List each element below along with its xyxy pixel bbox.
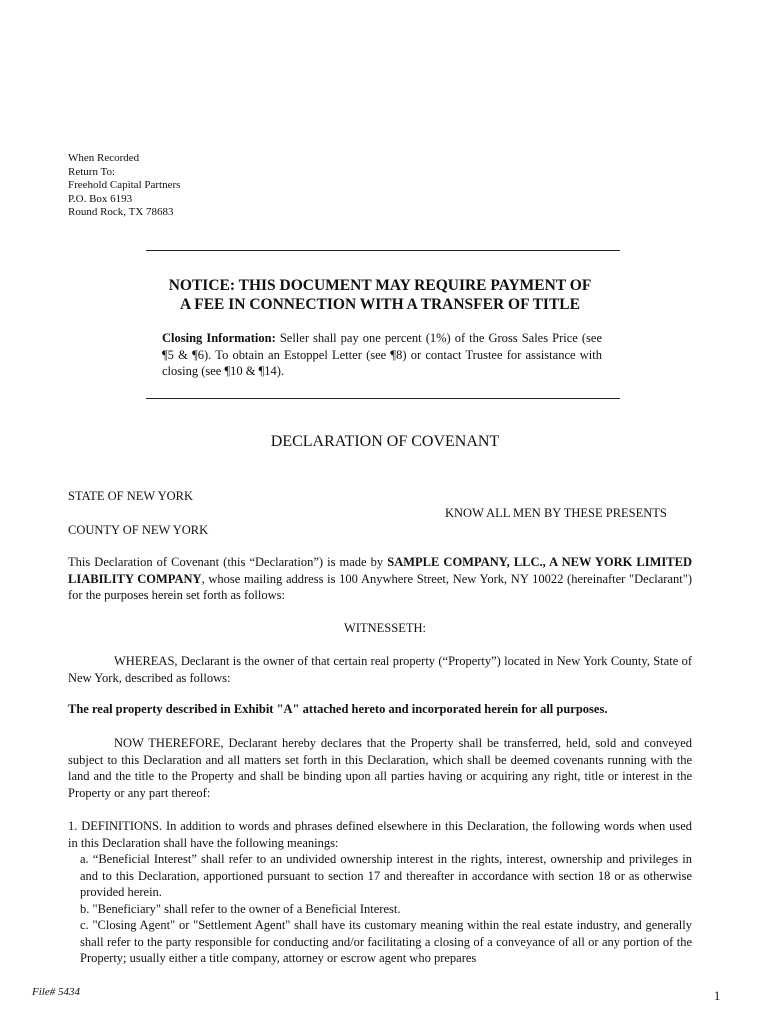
closing-text: Seller shall pay one percent (1%) of the Gross Sales Price (see ¶5 & ¶6). To obtain an Estoppel Letter (see ¶8) or contact Trustee for assistance with closing (see ¶10 & ¶14).	[162, 331, 602, 378]
witnesseth: WITNESSETH:	[344, 621, 426, 635]
intro-paragraph	[68, 554, 692, 604]
definitions-heading: 1. DEFINITIONS. In addition to words and phrases defined elsewhere in this Declaration, the following words when used in this Declaration shall have the following meanings:	[68, 819, 692, 850]
notice-heading	[140, 276, 620, 314]
return-line: P.O. Box 6193	[68, 192, 133, 205]
return-line: Freehold Capital Partners	[68, 179, 181, 191]
venue-know-all: KNOW ALL MEN BY THESE PRESENTS	[445, 506, 667, 520]
venue-state: STATE OF NEW YORK	[68, 489, 194, 503]
declarant-name: SAMPLE COMPANY, LLC., A NEW YORK LIMITED LIABILITY COMPANY	[68, 555, 692, 586]
definitions-list	[80, 851, 692, 967]
intro-post: , whose mailing address is 100 Anywhere Street, New York, NY 10022 (hereinafter "Declarant") for the purposes herein set forth as follows:	[68, 571, 692, 602]
notice-line-1: NOTICE: THIS DOCUMENT MAY REQUIRE PAYMENT OF	[168, 277, 592, 294]
return-address	[68, 152, 180, 220]
divider-top	[146, 250, 620, 251]
closing-label: Closing Information:	[162, 331, 276, 345]
notice-line-2: A FEE IN CONNECTION WITH A TRANSFER OF TITLE	[180, 296, 580, 313]
venue-county: COUNTY OF NEW YORK	[68, 523, 209, 537]
return-line: Round Rock, TX 78683	[68, 206, 174, 218]
closing-information	[162, 330, 602, 380]
return-line: Return To:	[68, 165, 115, 178]
intro-pre: This Declaration of Covenant (this “Declaration”) is made by	[68, 555, 388, 569]
whereas-paragraph: WHEREAS, Declarant is the owner of that certain real property (“Property”) located in New York County, State of New York, described as follows:	[68, 654, 692, 685]
definition-item: a. “Beneficial Interest” shall refer to an undivided ownership interest in the rights, interest, ownership and privileges in and to this Declaration, apportioned pursuant to section 17 and thereafter in accordance with section 18 or as otherwise provided herein.	[80, 852, 692, 899]
definition-item: c. "Closing Agent" or "Settlement Agent" shall have its customary meaning within the real estate industry, and generally shall refer to the party responsible for conducting and/or facilitating a closing of a conveyance of all or any portion of the Property; usually either a title company, attorney or escrow agent who prepares	[80, 918, 692, 965]
document-title: DECLARATION OF COVENANT	[270, 433, 500, 450]
divider-bottom	[146, 398, 620, 399]
definition-item: b. "Beneficiary" shall refer to the owner of a Beneficial Interest.	[80, 901, 401, 916]
now-therefore-paragraph: NOW THEREFORE, Declarant hereby declares that the Property shall be transferred, held, sold and conveyed subject to this Declaration and all matters set forth in this Declaration, which shall be deemed covenants running with the land and the title to the Property and shall be binding upon all parties having or acquiring any right, title or interest in the Property or any part thereof:	[68, 736, 692, 800]
return-line: When Recorded	[68, 152, 140, 164]
file-number: File# 5434	[32, 986, 80, 998]
exhibit-statement: The real property described in Exhibit "A" attached hereto and incorporated herein for all purposes.	[68, 702, 608, 716]
page-number: 1	[714, 989, 721, 1003]
